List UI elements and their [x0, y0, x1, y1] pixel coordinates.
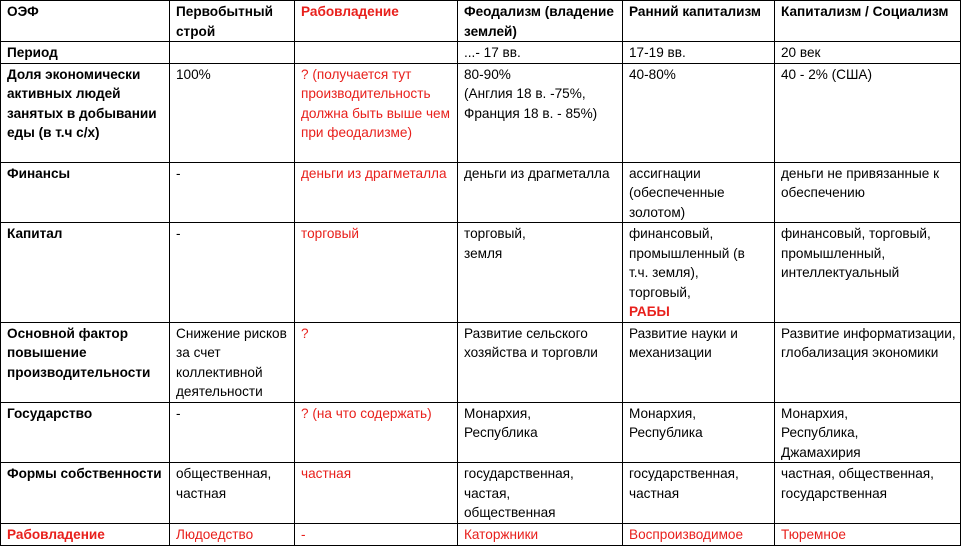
row-label-cell — [1, 322, 170, 402]
header-capitalism-socialism-text: Капитализм / Социализм — [781, 4, 949, 19]
cell-early-capitalism — [623, 523, 775, 545]
cell-early-capitalism — [623, 402, 775, 463]
cell-text: 100% — [176, 66, 211, 82]
cell-text: ? — [301, 325, 309, 341]
row-label: Рабовладение — [7, 526, 105, 542]
cell-text: финансовый, торговый, промышленный, интеллектуальный — [781, 226, 931, 280]
cell-text: общественная, частная — [176, 466, 272, 501]
cell-text: Развитие сельского хозяйства и торговли — [464, 325, 598, 360]
cell-text: государственная, частая, общественная — [464, 466, 574, 520]
cell-primitive — [170, 523, 295, 545]
cell-early-capitalism — [623, 463, 775, 524]
cell-feudalism — [458, 63, 623, 162]
row-label-cell — [1, 42, 170, 64]
row-label-cell — [1, 223, 170, 323]
cell-slavery — [295, 63, 458, 162]
header-cell-early-capitalism — [623, 1, 775, 42]
cell-text: ? (получается тут производительность должна быть выше чем при феодализме) — [301, 66, 450, 140]
row-label: Период — [7, 45, 58, 60]
cell-primitive — [170, 63, 295, 162]
row-capital — [1, 223, 961, 323]
cell-early-capitalism — [623, 42, 775, 64]
cell-capitalism-socialism — [775, 463, 961, 524]
cell-text: Монархия, Республика, Джамахирия — [781, 405, 861, 460]
cell-feudalism — [458, 523, 623, 545]
row-label: Формы собственности — [7, 466, 162, 481]
cell-capitalism-socialism — [775, 42, 961, 64]
cell-text: 40 - 2% (США) — [781, 66, 873, 82]
cell-text: деньги не привязанные к обеспечению — [781, 165, 940, 200]
cell-early-capitalism — [623, 223, 775, 323]
cell-feudalism — [458, 322, 623, 402]
cell-text: частная, общественная, государственная — [781, 466, 934, 501]
cell-text: - — [176, 226, 181, 241]
cell-text: - — [176, 165, 181, 181]
cell-text: деньги из драгметалла — [301, 165, 447, 181]
row-productivity-factor — [1, 322, 961, 402]
cell-slavery — [295, 322, 458, 402]
row-label: Доля экономически активных людей занятых в добывании еды (в т.ч с/х) — [7, 66, 157, 140]
header-primitive-text: Первобытный строй — [176, 4, 273, 39]
cell-early-capitalism — [623, 162, 775, 223]
cell-primitive — [170, 322, 295, 402]
row-label-cell — [1, 162, 170, 223]
cell-slavery — [295, 402, 458, 463]
row-food-share — [1, 63, 961, 162]
cell-text: 17-19 вв. — [629, 45, 686, 60]
header-oef-text: ОЭФ — [7, 4, 39, 19]
cell-primitive — [170, 463, 295, 524]
header-row — [1, 1, 961, 42]
header-cell-primitive — [170, 1, 295, 42]
cell-feudalism — [458, 463, 623, 524]
cell-text: Тюремное — [781, 526, 846, 542]
cell-slavery — [295, 463, 458, 524]
row-label: Финансы — [7, 165, 71, 181]
cell-early-capitalism — [623, 63, 775, 162]
cell-primitive — [170, 402, 295, 463]
header-early-capitalism-text: Ранний капитализм — [629, 4, 761, 19]
cell-text: торговый, земля — [464, 226, 526, 261]
cell-text: 20 век — [781, 45, 821, 60]
cell-text: Каторжники — [464, 526, 539, 542]
cell-text: Снижение рисков за счет коллективной деятельности — [176, 325, 287, 399]
row-label: Государство — [7, 405, 93, 421]
row-ownership — [1, 463, 961, 524]
row-label-cell — [1, 63, 170, 162]
cell-text: государственная, частная — [629, 466, 739, 501]
cell-text: Воспроизводимое — [629, 526, 744, 542]
cell-capitalism-socialism — [775, 63, 961, 162]
cell-text: ассигнации (обеспеченные золотом) — [629, 165, 725, 220]
cell-slavery — [295, 223, 458, 323]
row-label: Капитал — [7, 226, 63, 241]
header-slavery-text: Рабовладение — [301, 4, 399, 19]
cell-text: ...- 17 вв. — [464, 45, 521, 60]
row-label: Основной фактор повышение производительности — [7, 325, 151, 380]
row-state — [1, 402, 961, 463]
row-finance — [1, 162, 961, 223]
header-feudalism-text: Феодализм (владение землей) — [464, 4, 614, 39]
cell-feudalism — [458, 42, 623, 64]
row-label-cell — [1, 402, 170, 463]
cell-slavery — [295, 523, 458, 545]
cell-capitalism-socialism — [775, 322, 961, 402]
cell-capitalism-socialism — [775, 523, 961, 545]
header-cell-oef — [1, 1, 170, 42]
row-period — [1, 42, 961, 64]
cell-capitalism-socialism — [775, 223, 961, 323]
cell-text: частная — [301, 466, 352, 481]
cell-text: торговый — [301, 226, 359, 241]
cell-feudalism — [458, 162, 623, 223]
cell-text: - — [301, 526, 306, 542]
cell-text: Монархия, Республика — [629, 405, 703, 440]
cell-text: - — [176, 405, 181, 421]
row-label-cell — [1, 463, 170, 524]
header-cell-capitalism-socialism — [775, 1, 961, 42]
cell-text: Развитие науки и механизации — [629, 325, 738, 360]
header-cell-slavery — [295, 1, 458, 42]
cell-feudalism — [458, 402, 623, 463]
cell-text: 40-80% — [629, 66, 676, 82]
slaves-capital-note: РАБЫ — [629, 304, 670, 319]
cell-text: Развитие информатизации, глобализация экономики — [781, 325, 956, 360]
cell-primitive — [170, 42, 295, 64]
cell-capitalism-socialism — [775, 162, 961, 223]
cell-text: Монархия, Республика — [464, 405, 538, 440]
cell-slavery — [295, 42, 458, 64]
cell-early-capitalism — [623, 322, 775, 402]
cell-feudalism — [458, 223, 623, 323]
cell-text: ? (на что содержать) — [301, 405, 432, 421]
cell-text: 80-90% (Англия 18 в. -75%, Франция 18 в. - 85%) — [464, 66, 598, 121]
cell-capitalism-socialism — [775, 402, 961, 463]
cell-text: финансовый, промышленный (в т.ч. земля), торговый, — [629, 226, 745, 300]
row-label-cell — [1, 523, 170, 545]
cell-primitive — [170, 162, 295, 223]
header-cell-feudalism — [458, 1, 623, 42]
row-slavery — [1, 523, 961, 545]
cell-slavery — [295, 162, 458, 223]
cell-text: Людоедство — [176, 526, 254, 542]
cell-text: деньги из драгметалла — [464, 165, 610, 181]
cell-primitive — [170, 223, 295, 323]
